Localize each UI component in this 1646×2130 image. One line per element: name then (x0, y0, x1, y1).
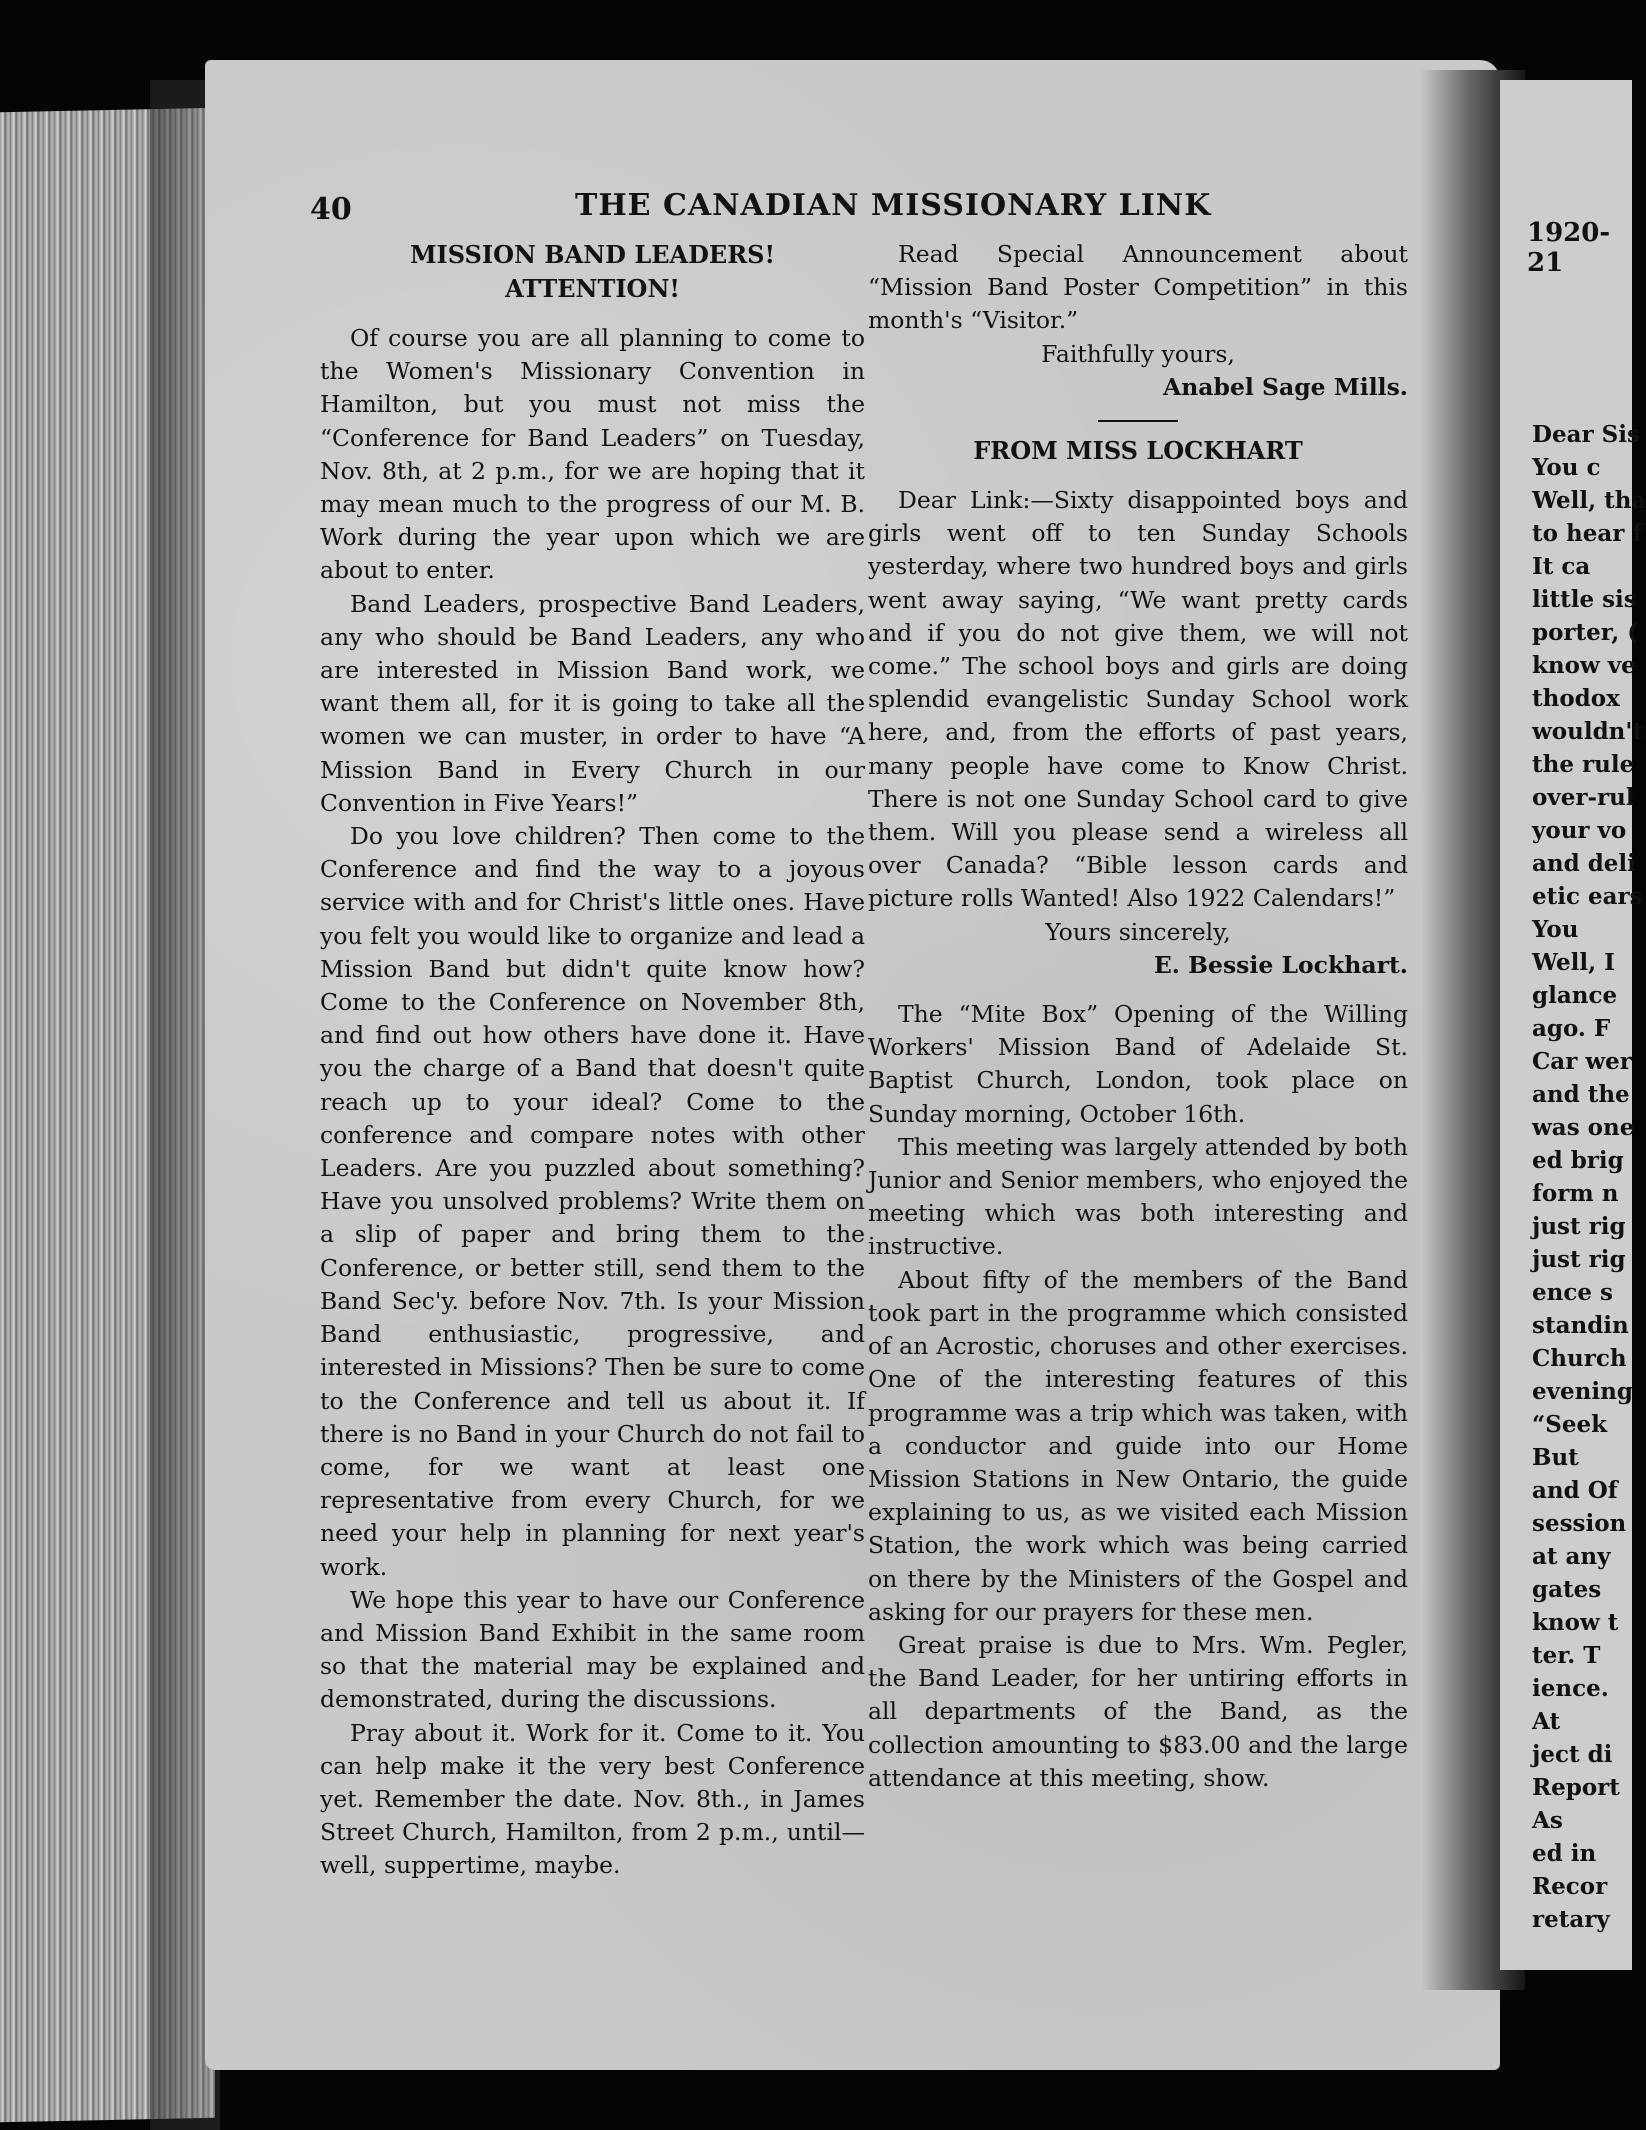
right-page-fragment-line: At (1532, 1708, 1561, 1735)
article1-paragraph: Read Special Announcement about “Mission Band Poster Competition” in this month's “Visitor.” (868, 240, 1408, 335)
right-page-fragment-line: As (1532, 1807, 1563, 1834)
spacer (320, 306, 865, 322)
right-page-fragment-line: the rule (1532, 751, 1635, 778)
page-number: 40 (310, 192, 352, 227)
article1-signature: Anabel Sage Mills. (1162, 372, 1408, 401)
right-page-fragment-line: know ve (1532, 652, 1636, 679)
right-page-fragment-line: your vo (1532, 817, 1627, 844)
right-page-fragment-line: and Of (1532, 1477, 1618, 1504)
article3-paragraph: The “Mite Box” Opening of the Willing Workers' Mission Band of Adelaide St. Baptist Church, London, took place on Sunday morning, October 16th. (868, 1000, 1408, 1128)
right-page-fragment-line: etic ears (1532, 883, 1643, 910)
journal-title: THE CANADIAN MISSIONARY LINK (575, 188, 1212, 223)
right-page-fragment-line: standin (1532, 1312, 1629, 1339)
article3-paragraph: About fifty of the members of the Band took part in the programme which consisted of an Acrostic, choruses and other exercises. One of the interesting features of this programme was a trip which was taken, with a conductor and guide into our Home Mission Stations in New Ontario, the guide explaining to us, as we visited each Mission Station, the work which was being carried on there by the Ministers of the Gospel and asking for our prayers for these men. (868, 1265, 1408, 1626)
spacer (868, 982, 1408, 998)
article3-paragraph: This meeting was largely attended by both Junior and Senior members, who enjoyed the meeting which was both interesting and instructive. (868, 1132, 1408, 1261)
right-page-fragment-line: at any (1532, 1543, 1611, 1570)
right-page-fragment-line: Well, I (1532, 949, 1615, 976)
right-page-fragment-line: ject di (1532, 1741, 1613, 1768)
right-page-fragment-line: Well, tha (1532, 487, 1646, 514)
right-page-fragment-line: Car wer (1532, 1048, 1632, 1075)
right-page-fragment-line: But (1532, 1444, 1579, 1471)
right-page-fragment-line: ter. T (1532, 1642, 1601, 1669)
article1-title-line2: ATTENTION! (505, 274, 680, 303)
article1-paragraph: We hope this year to have our Conference and Mission Band Exhibit in the same room so that the material may be explained and demonstrated, during the discussions. (320, 1585, 865, 1714)
article3-paragraph: Great praise is due to Mrs. Wm. Pegler, the Band Leader, for her untiring efforts in all departments of the Band, as the collection amounting to $83.00 and the large attendance at this meeting, show. (868, 1630, 1408, 1792)
right-page-fragment-line: ago. F (1532, 1015, 1611, 1042)
right-page-fragment-line: form n (1532, 1180, 1619, 1207)
article2-body: Dear Link:—Sixty disappointed boys and girls went off to ten Sunday Schools yesterday, where two hundred boys and girls went away saying, “We want pretty cards and if you do not give them, we will not come.” The school boys and girls are doing splendid evangelistic Sunday School work here, and, from the efforts of past years, many people have come to Know Christ. There is not one Sunday School card to give them. Will you please send a wireless all over Canada? “Bible lesson cards and picture rolls Wanted! Also 1922 Calendars!” (868, 486, 1408, 913)
right-page-fragment-line: Report (1532, 1774, 1620, 1801)
right-page-fragment-line: glance (1532, 982, 1618, 1009)
right-page-fragment-line: Recor (1532, 1873, 1608, 1900)
article2-closing: Yours sincerely, (1045, 917, 1231, 946)
right-page-fragment-line: porter, ( (1532, 619, 1639, 646)
right-page-fragment-line: just rig (1532, 1213, 1626, 1240)
right-page-fragment-line: gates (1532, 1576, 1602, 1603)
right-page-fragment-line: You (1532, 916, 1579, 943)
right-page-fragment-line: evening (1532, 1378, 1633, 1405)
article1-paragraph: Of course you are all planning to come to the Women's Missionary Convention in Hamilton, but you must not miss the “Conference for Band Leaders” on Tuesday, Nov. 8th, at 2 p.m., for we are hoping that it may mean much to the progress of our M. B. Work during the year upon which we are about to enter. (320, 324, 865, 585)
section-divider (1098, 420, 1178, 422)
right-page-fragment-line: Dear Sis (1532, 421, 1640, 448)
right-page-fragment-line: retary (1532, 1906, 1610, 1933)
right-page-fragment-line: and deli (1532, 850, 1636, 877)
right-page-fragment-line: and the (1532, 1081, 1630, 1108)
right-page-fragment-line: “Seek (1532, 1411, 1608, 1438)
right-page-fragment-line: ed in (1532, 1840, 1597, 1867)
right-page-fragment-line: You c (1532, 454, 1601, 481)
right-page-text-fragments (1532, 418, 1646, 1936)
right-page-fragment-line: was one (1532, 1114, 1635, 1141)
right-page-fragment-line: ed brig (1532, 1147, 1624, 1174)
right-page-fragment-line: just rig (1532, 1246, 1626, 1273)
right-page-fragment-line: Church (1532, 1345, 1627, 1372)
right-page-fragment-line: It ca (1532, 553, 1591, 580)
right-page-fragment-line: to hear f (1532, 520, 1643, 547)
right-page-fragment-line: ence s (1532, 1279, 1613, 1306)
right-page-fragment-line: little sis (1532, 586, 1637, 613)
right-column (868, 238, 1408, 1795)
running-head (310, 188, 1380, 232)
right-page-fragment-line: over-rul (1532, 784, 1635, 811)
right-page-fragment-line: ience. (1532, 1675, 1609, 1702)
article1-closing: Faithfully yours, (1041, 339, 1235, 368)
right-page-fragment-line: session (1532, 1510, 1627, 1537)
right-page-fragment-line: wouldn't (1532, 718, 1644, 745)
article2-title: FROM MISS LOCKHART (973, 436, 1303, 466)
article1-paragraph: Do you love children? Then come to the Conference and find the way to a joyous service with and for Christ's little ones. Have you felt you would like to organize and lead a Mission Band but didn't quite know how? Come to the Conference on November 8th, and find out how others have done it. Have you the charge of a Band that doesn't quite reach up to your ideal? Come to the conference and compare notes with other Leaders. Are you puzzled about something? Have you unsolved problems? Write them on a slip of paper and bring them to the Conference, or better still, send them to the Band Sec'y. before Nov. 7th. Is your Mission Band enthusiastic, progressive, and interested in Missions? Then be sure to come to the Conference and tell us about it. If there is no Band in your Church do not fail to come, for we want at least one representative from every Church, for we need your help in planning for next year's work. (320, 822, 865, 1581)
right-page-fragment-line: thodox (1532, 685, 1620, 712)
spacer (868, 468, 1408, 484)
right-page-fragment-line: know t (1532, 1609, 1619, 1636)
article2-signature: E. Bessie Lockhart. (1153, 950, 1408, 979)
article1-paragraph: Pray about it. Work for it. Come to it. You can help make it the very best Conference yet. Remember the date. Nov. 8th., in James Street Church, Hamilton, from 2 p.m., until—well, suppertime, maybe. (320, 1718, 865, 1880)
article1-paragraph: Band Leaders, prospective Band Leaders, any who should be Band Leaders, any who are interested in Mission Band work, we want them all, for it is going to take all the women we can muster, in order to have “A Mission Band in Every Church in our Convention in Five Years!” (320, 589, 865, 817)
article1-title-line1: MISSION BAND LEADERS! (409, 240, 776, 269)
right-page-header: 1920-21 (1527, 218, 1611, 278)
left-column (320, 238, 865, 1883)
